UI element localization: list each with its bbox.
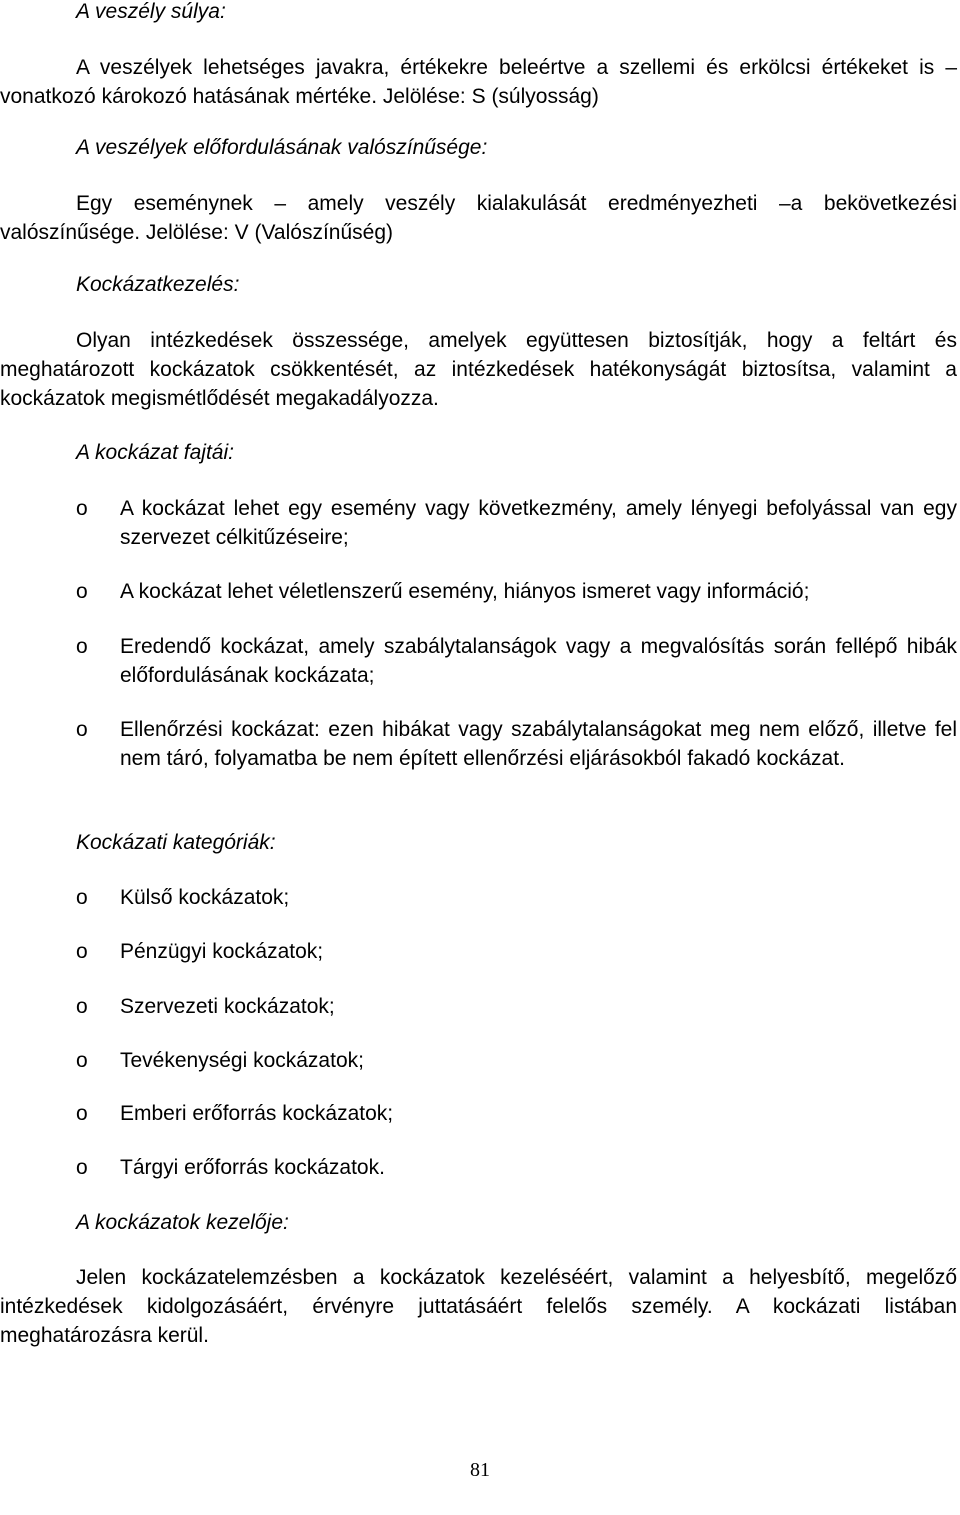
list-item-text: A kockázat lehet véletlenszerű esemény, hiányos ismeret vagy információ; <box>120 580 810 603</box>
list-item-text: Tárgyi erőforrás kockázatok. <box>120 1156 385 1179</box>
bullet-marker: o <box>76 1102 88 1125</box>
paragraph-severity: A veszélyek lehetséges javakra, értékekre beleértve a szellemi és erkölcsi értékeket is – vonatkozó károkozó hatásának mértéke. Jelölése: S (súlyosság) <box>0 56 957 108</box>
list-item-risk-category <box>76 1046 957 1075</box>
list-item-text: Emberi erőforrás kockázatok; <box>120 1102 394 1125</box>
list-item-risk-category <box>76 1099 957 1128</box>
bullet-marker: o <box>76 497 88 520</box>
paragraph-risk-handler: Jelen kockázatelemzésben a kockázatok kezeléséért, valamint a helyesbítő, megelőző intézkedések kidolgozásáért, érvényre juttatásáért felelős személy. A kockázati listában meghatározásra kerül. <box>0 1266 957 1347</box>
list-item-text: Külső kockázatok; <box>120 886 290 909</box>
heading-likelihood: A veszélyek előfordulásának valószínűsége: <box>76 136 488 159</box>
bullet-marker: o <box>76 995 88 1018</box>
list-item-text: Eredendő kockázat, amely szabálytalanságok vagy a megvalósítás során fellépő hibák előfordulásának kockázata; <box>120 635 957 687</box>
list-item-text: Tevékenységi kockázatok; <box>120 1049 364 1072</box>
paragraph-risk-treatment: Olyan intézkedések összessége, amelyek együttesen biztosítják, hogy a feltárt és meghatározott kockázatok csökkentését, az intézkedések hatékonyságát biztosítsa, valamint a kockázatok megismétlődését megakadályozza. <box>0 329 957 410</box>
list-item-risk-category <box>76 883 957 912</box>
list-item-text: Pénzügyi kockázatok; <box>120 940 324 963</box>
list-item-risk-type <box>76 715 957 773</box>
list-item-risk-type <box>76 494 957 552</box>
list-item-text: A kockázat lehet egy esemény vagy következmény, amely lényegi befolyással van egy szervezet célkitűzéseire; <box>120 497 957 549</box>
bullet-marker: o <box>76 635 88 658</box>
list-item-text: Ellenőrzési kockázat: ezen hibákat vagy szabálytalanságokat meg nem előző, illetve fel nem táró, folyamatba be nem épített ellenőrzési eljárásokból fakadó kockázat. <box>120 718 957 770</box>
bullet-marker: o <box>76 1156 88 1179</box>
paragraph-likelihood: Egy eseménynek – amely veszély kialakulását eredményezheti –a bekövetkezési valószínűsége. Jelölése: V (Valószínűség) <box>0 192 957 244</box>
heading-risk-categories: Kockázati kategóriák: <box>76 831 276 854</box>
heading-risk-handler: A kockázatok kezelője: <box>76 1211 289 1234</box>
heading-risk-treatment: Kockázatkezelés: <box>76 273 240 296</box>
list-item-risk-type <box>76 632 957 690</box>
bullet-marker: o <box>76 718 88 741</box>
list-item-risk-category <box>76 937 957 966</box>
list-item-risk-type <box>76 577 957 606</box>
bullet-marker: o <box>76 1049 88 1072</box>
bullet-marker: o <box>76 886 88 909</box>
page-number: 81 <box>470 1459 490 1481</box>
list-item-risk-category <box>76 1153 957 1182</box>
bullet-marker: o <box>76 940 88 963</box>
bullet-marker: o <box>76 580 88 603</box>
heading-severity: A veszély súlya: <box>76 0 226 23</box>
list-item-risk-category <box>76 992 957 1021</box>
heading-risk-types: A kockázat fajtái: <box>76 441 234 464</box>
list-item-text: Szervezeti kockázatok; <box>120 995 335 1018</box>
